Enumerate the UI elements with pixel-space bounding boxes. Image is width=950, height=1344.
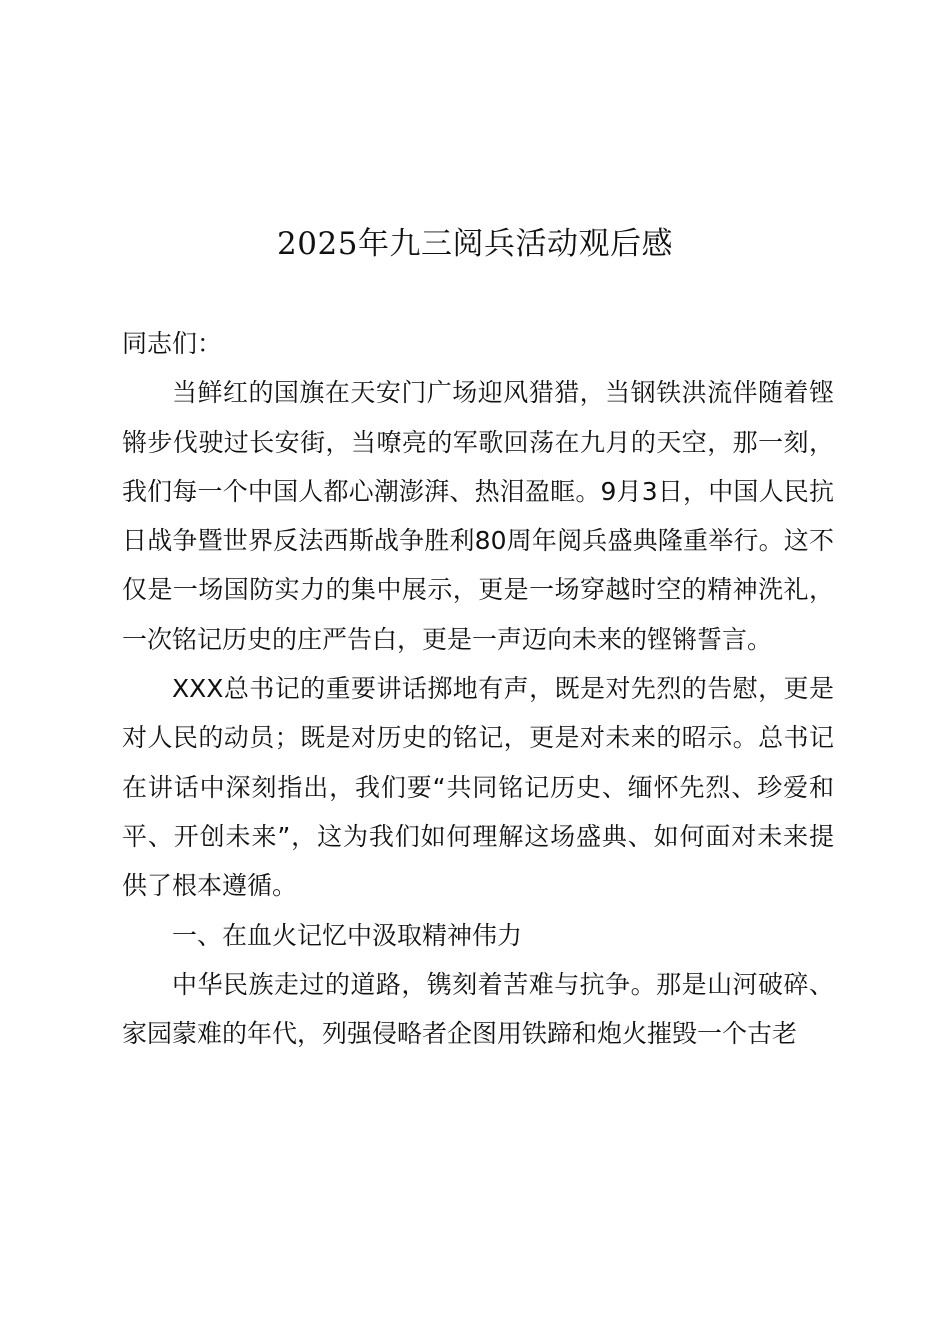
section-heading: 一、在血火记忆中汲取精神伟力: [172, 920, 523, 950]
document-body: [122, 319, 834, 1058]
paragraph-1: 当鲜红的国旗在天安门广场迎风猎猎，当钢铁洪流伴随着铿锵步伐驶过长安街，当嘹亮的军歌回荡在九月的天空，那一刻，我们每一个中国人都心潮澎湃、热泪盈眶。9月3日，中国人民抗日战争暨世界反法西斯战争胜利80周年阅兵盛典隆重举行。这不仅是一场国防实力的集中展示，更是一场穿越时空的精神洗礼，一次铭记历史的庄严告白，更是一声迈向未来的铿锵誓言。: [122, 378, 834, 654]
paragraph-2: XXX总书记的重要讲话掷地有声，既是对先烈的告慰，更是对人民的动员；既是对历史的铭记，更是对未来的昭示。总书记在讲话中深刻指出，我们要“共同铭记历史、缅怀先烈、珍爱和平、开创未来”，这为我们如何理解这场盛典、如何面对未来提供了根本遵循。: [122, 674, 834, 901]
document-title: 2025年九三阅兵活动观后感: [277, 226, 673, 262]
salutation: 同志们：: [122, 329, 223, 358]
section-paragraph: 中华民族走过的道路，镌刻着苦难与抗争。那是山河破碎、家园蒙难的年代，列强侵略者企图用铁蹄和炮火摧毁一个古老: [122, 969, 834, 1049]
